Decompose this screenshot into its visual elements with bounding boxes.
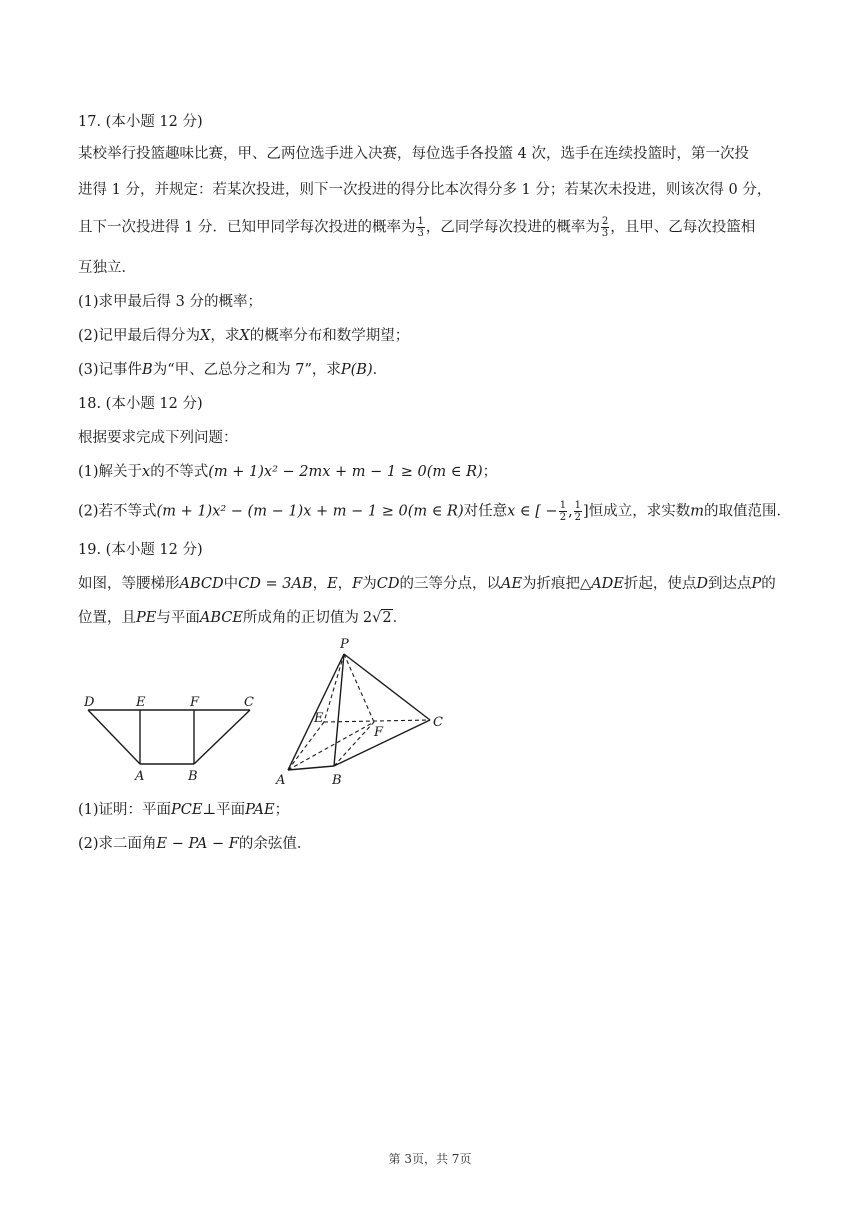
- q19-part1: [78, 800, 289, 820]
- label-C2: C: [433, 715, 443, 730]
- q18-p2-interval-start: x ∈ [ −: [507, 503, 558, 520]
- q18-p1-c: ；: [482, 464, 498, 480]
- q17-p2-a: (2)记甲最后得分为: [78, 328, 201, 344]
- q19-l1-e1: ABCD: [179, 576, 224, 592]
- q18-p2-a: (2)若不等式: [78, 503, 157, 520]
- q18-p1-var: x: [142, 464, 151, 480]
- q19-text-line2: [78, 608, 407, 628]
- pyr-dashed-af: [288, 722, 374, 770]
- label-B2: B: [332, 773, 342, 788]
- q19-part2: [78, 834, 311, 854]
- q19-text-line1: [78, 574, 776, 594]
- q17-p3-a: (3)记事件: [78, 362, 143, 378]
- q17-p3-expr: P(B): [340, 362, 373, 378]
- q19-l1-e: 为: [362, 576, 377, 592]
- q19-l1-c: ，: [312, 576, 328, 592]
- label-B: B: [188, 769, 198, 784]
- trap-edge-bc: [194, 710, 250, 764]
- page-footer: 第 3页，共 7页: [388, 1152, 472, 1166]
- label-D: D: [84, 695, 95, 710]
- q19-p2-a: (2)求二面角: [78, 836, 157, 852]
- q18-p1-expr: (m + 1)x² − 2mx + m − 1 ≥ 0(m ∈ R): [208, 464, 483, 480]
- trap-edge-da: [88, 710, 140, 764]
- q18-p2-d: 的取值范围．: [703, 503, 791, 520]
- q19-p2-expr: E − PA − F: [156, 836, 239, 852]
- figure-trapezoid: [80, 690, 270, 790]
- fraction-two-thirds: [601, 216, 609, 239]
- q19-p2-b: 的余弦值．: [238, 836, 312, 852]
- q17-text-line2: 进得 1 分，并规定：若某次投进，则下一次投进的得分比本次得分多 1 分；若某次未投进，则该次得 0 分，: [78, 182, 772, 198]
- q19-l2-c: 所成角的正切值为: [242, 610, 359, 626]
- frac2-den: 3: [601, 228, 609, 239]
- q17-p2-c: 的概率分布和数学期望；: [249, 328, 410, 344]
- label-E: E: [136, 695, 146, 710]
- frac2-num: 2: [601, 216, 609, 227]
- q19-p1-e1: PCE: [171, 802, 203, 818]
- q17-text-line1: 某校举行投篮趣味比赛，甲、乙两位选手进入决赛，每位选手各投篮 4 次，选手在连续投篮时，第一次投: [78, 146, 749, 162]
- q19-l1-i: 到达点: [708, 576, 752, 592]
- q17-p3-b: 为“甲、乙总分之和为 7”，求: [152, 362, 341, 378]
- frac1-num: 1: [417, 216, 424, 227]
- q19-p1-c: ；: [274, 802, 290, 818]
- q17-header: 17. (本小题 12 分): [78, 114, 203, 130]
- q19-l2-d: ．: [392, 610, 408, 626]
- half1-num: 1: [559, 500, 567, 511]
- sqrt-icon: √: [372, 610, 382, 626]
- q17-p2-b: ，求: [210, 328, 240, 344]
- q19-l1-h: 折起，使点: [623, 576, 697, 592]
- q19-l2-coef: 2: [362, 610, 373, 626]
- q19-l1-e7: ADE: [591, 576, 624, 592]
- label-C: C: [244, 695, 254, 710]
- q18-p2-expr: (m + 1)x² − (m − 1)x + m − 1 ≥ 0(m ∈ R): [156, 503, 464, 520]
- q18-header: 18. (本小题 12 分): [78, 396, 203, 412]
- q17-part1: (1)求甲最后得 3 分的概率；: [78, 294, 262, 310]
- q17-part2: [78, 326, 409, 346]
- q19-l1-b: 中: [223, 576, 239, 592]
- q19-l1-e9: P: [751, 576, 762, 592]
- q19-l2-radicand: 2: [382, 610, 392, 626]
- q19-l1-a: 如图，等腰梯形: [78, 576, 180, 592]
- q17-p3-c: ．: [372, 362, 388, 378]
- pyr-edge-pc: [344, 654, 430, 720]
- q19-l2-e1: PE: [136, 610, 157, 626]
- q19-l1-e3: E: [327, 576, 338, 592]
- half1-den: 2: [559, 512, 567, 523]
- q19-l1-e4: F: [352, 576, 363, 592]
- q18-p1-b: 的不等式: [150, 464, 209, 480]
- q17-text-line3: [78, 216, 755, 239]
- pyr-dashed-ec: [324, 720, 430, 722]
- q18-p2-b: 对任意: [463, 503, 508, 520]
- q19-l2-a: 位置，且: [78, 610, 136, 626]
- half2-num: 1: [574, 500, 582, 511]
- pyr-dashed-ae: [288, 722, 324, 770]
- fraction-one-third: [416, 216, 424, 239]
- q18-intro: 根据要求完成下列问题：: [78, 430, 238, 446]
- q19-l1-e5: CD: [376, 576, 400, 592]
- q19-header: 19. (本小题 12 分): [78, 542, 203, 558]
- pyr-dashed-pf: [344, 654, 374, 722]
- q18-part1: [78, 462, 497, 482]
- q19-l2-e2: ABCE: [199, 610, 243, 626]
- q17-p2-var1: X: [200, 328, 211, 344]
- q18-p2-c: 恒成立，求实数: [588, 503, 691, 520]
- q19-l1-j: 的: [761, 576, 776, 592]
- label-P: P: [340, 637, 349, 652]
- label-A2: A: [276, 773, 286, 788]
- q17-line3-part-c: ，且甲、乙每次投篮相: [610, 219, 756, 236]
- q19-p1-e2: PAE: [245, 802, 275, 818]
- q18-p1-a: (1)解关于: [78, 464, 143, 480]
- q17-text-line4: 互独立．: [78, 260, 136, 276]
- q18-part2: [78, 500, 791, 523]
- q18-p2-var: m: [690, 503, 704, 520]
- fraction-half-1: [559, 500, 567, 523]
- label-E2: E: [314, 711, 324, 726]
- figure-pyramid: [270, 634, 450, 790]
- q19-l1-f: 的三等分点，以: [399, 576, 501, 592]
- q19-l1-d: ，: [337, 576, 353, 592]
- q17-part3: [78, 360, 387, 380]
- label-F2: F: [374, 725, 384, 740]
- q19-p1-b: ⊥平面: [202, 802, 246, 818]
- q18-p2-comma: ,: [568, 503, 573, 520]
- q19-l1-e2: CD = 3AB: [238, 576, 313, 592]
- fraction-half-2: [574, 500, 582, 523]
- q17-p2-var2: X: [239, 328, 250, 344]
- half2-den: 2: [574, 512, 582, 523]
- q19-p1-a: (1)证明：平面: [78, 802, 172, 818]
- q17-line3-part-b: ，乙同学每次投进的概率为: [425, 219, 600, 236]
- pyr-dashed-bf: [334, 722, 374, 766]
- label-A: A: [135, 769, 145, 784]
- q19-l1-e8: D: [696, 576, 709, 592]
- frac1-den: 3: [417, 228, 424, 239]
- q19-l2-b: 与平面: [156, 610, 200, 626]
- q19-l1-g: 为折痕把△: [522, 576, 592, 592]
- q17-p3-var: B: [142, 362, 153, 378]
- label-F: F: [190, 695, 200, 710]
- q17-line3-part-a: 且下一次投进得 1 分．已知甲同学每次投进的概率为: [78, 219, 416, 236]
- q19-l1-e6: AE: [500, 576, 523, 592]
- q18-p2-bracket: ]: [583, 503, 589, 520]
